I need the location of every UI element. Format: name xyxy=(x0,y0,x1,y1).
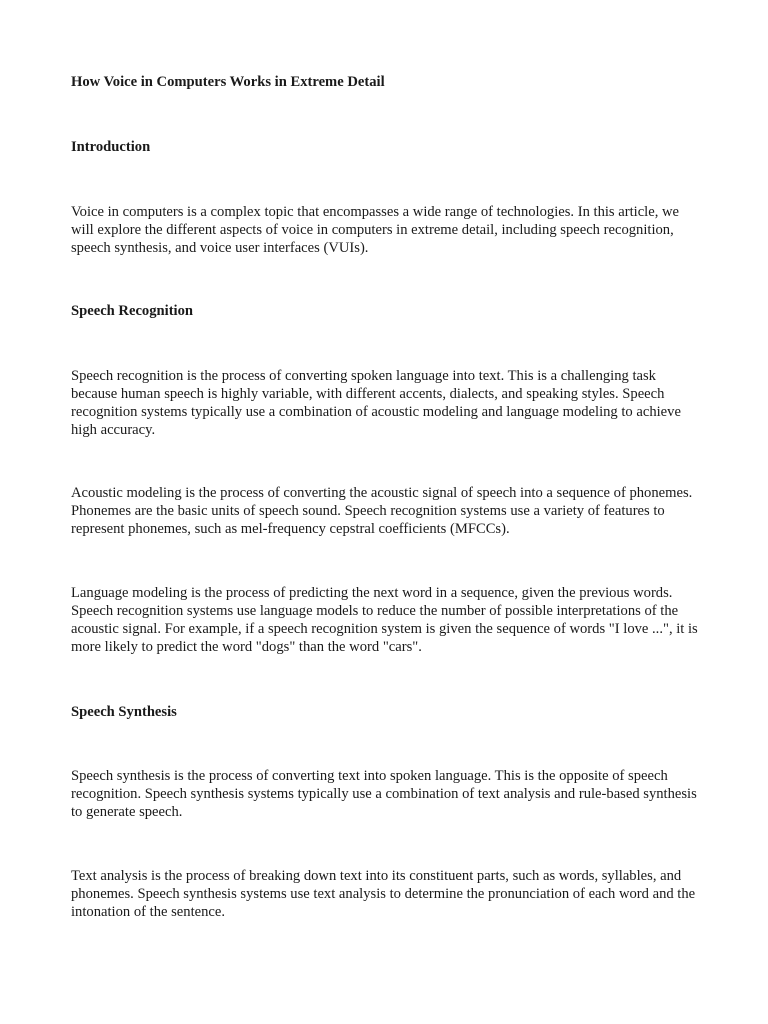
paragraph-introduction: Voice in computers is a complex topic that encompasses a wide range of technologies. In this article, we will explore the different aspects of voice in computers in extreme detail, including speech recognition, speech synthesis, and voice user interfaces (VUIs). xyxy=(71,204,680,256)
section-heading-introduction: Introduction xyxy=(71,139,151,155)
paragraph-speech-recognition-1: Speech recognition is the process of converting spoken language into text. This is a challenging task because human speech is highly variable, with different accents, dialects, and speaking styles. Speech recognition systems typically use a combination of acoustic modeling and language modeling to achieve high accuracy. xyxy=(71,368,681,438)
paragraph-speech-recognition-3: Language modeling is the process of predicting the next word in a sequence, given the previous words. Speech recognition systems use language models to reduce the number of possible interpretations of the acoustic signal. For example, if a speech recognition system is given the sequence of words "I love ...", it is more likely to predict the word "dogs" than the word "cars". xyxy=(71,585,698,655)
section-heading-speech-synthesis: Speech Synthesis xyxy=(71,704,177,720)
paragraph-speech-recognition-2: Acoustic modeling is the process of converting the acoustic signal of speech into a sequence of phonemes. Phonemes are the basic units of speech sound. Speech recognition systems use a variety of features to represent phonemes, such as mel-frequency cepstral coefficients (MFCCs). xyxy=(71,485,693,537)
paragraph-speech-synthesis-1: Speech synthesis is the process of converting text into spoken language. This is the opposite of speech recognition. Speech synthesis systems typically use a combination of text analysis and rule-based synthesis to generate speech. xyxy=(71,768,697,820)
document-title: How Voice in Computers Works in Extreme Detail xyxy=(71,74,385,90)
paragraph-speech-synthesis-2: Text analysis is the process of breaking down text into its constituent parts, such as words, syllables, and phonemes. Speech synthesis systems use text analysis to determine the pronunciation of each word and the intonation of the sentence. xyxy=(71,868,696,920)
section-heading-speech-recognition: Speech Recognition xyxy=(71,303,194,319)
